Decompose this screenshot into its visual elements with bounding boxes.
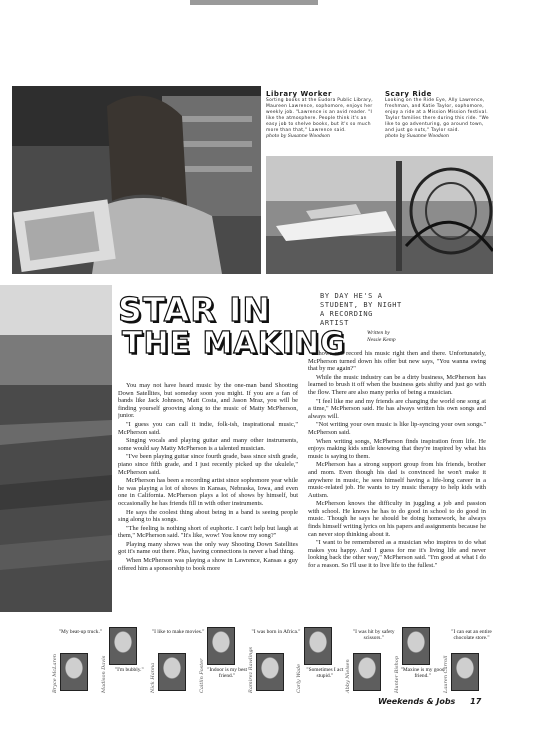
student-quote: "My beat-up truck." <box>58 629 103 635</box>
student-quote: "Maxine is my good friend." <box>400 667 445 680</box>
article-paragraph: While the music industry can be a dirty business, McPherson has learned to brush it off when the business gets shifty and just go with the flow. There are also many perks of being a musician. <box>308 373 486 396</box>
article-paragraph: When writing songs, McPherson finds inspiration from life. He enjoys making kids smile knowing that they're inspired by what his music is saying to them. <box>308 437 486 460</box>
student-portrait <box>402 627 430 665</box>
ride-photo <box>266 156 493 274</box>
article-column-2 <box>308 350 486 608</box>
article-paragraph: Singing vocals and playing guitar and many other instruments, some would say Matty McPherson is a talented musician. <box>118 437 298 452</box>
article-paragraph: He says the coolest thing about being in a band is seeing people sing along to his songs. <box>118 508 298 524</box>
student-portrait <box>158 653 186 691</box>
student-quote: "I was hit by safety scissors." <box>352 629 395 642</box>
article-deck-text: BY DAY HE'S A STUDENT, BY NIGHT A RECORDING ARTIST <box>320 292 402 327</box>
headline-line2: THE MAKING <box>122 326 346 361</box>
student-portrait <box>60 653 88 691</box>
quote-signature: Abby Nielsen <box>345 659 352 693</box>
ride-caption <box>385 90 493 139</box>
article-paragraph: "I want to be remembered as a musician who inspires to do what makes you happy. And I guess for me it's living life and never looking back the other way," McPherson said. "I'm good at what I do for a reason. So I'll use it to live life to the fullest." <box>308 539 486 570</box>
page-footer <box>378 697 481 706</box>
library-caption-title: Library Worker <box>266 90 332 98</box>
library-photo <box>12 86 261 274</box>
article-paragraph: shows and record his music right then and there. Unfortunately, McPherson turned down his offer but new says, "You wanna swing that by me again?" <box>308 350 486 373</box>
quote-signature: Nick Hanna <box>149 662 156 693</box>
library-caption-credit: photo by Susanne Woodson <box>266 134 330 139</box>
article-paragraph: "Not writing your own music is like lip-syncing your own songs." McPherson said. <box>308 421 486 436</box>
quote-signature: Lauren Carroll <box>443 655 450 693</box>
quote-signature: Caitlin Foster <box>198 658 205 693</box>
byline-label: Written by <box>367 330 390 336</box>
student-portrait <box>451 653 479 691</box>
ride-caption-body: Looking on the Ride Eye, Ally Lawrence, freshman, and Katie Taylor, sophomore, enjoy a ride at a Mission Mission festival. Taylor families there during this ride. "We like to go adventuring, go around town, and just go nuts," Taylor said. <box>385 98 489 133</box>
quote-strip <box>52 627 492 695</box>
quote-signature: Ramirez Rawlings <box>247 646 254 693</box>
ride-caption-credit: photo by Susanne Woodson <box>385 134 449 139</box>
footer-section: Weekends & Jobs <box>378 697 456 706</box>
article-paragraph: McPherson has been a recording artist since sophomore year while he was playing a lot of shows in Kansas, Nebraska, Iowa, and even one in California. McPherson plays a lot of shows by himself, but occasionally he has friends fill in with other instruments. <box>118 477 298 507</box>
footer-page-number: 17 <box>470 697 482 706</box>
student-quote: "I can eat an entire chocolate store." <box>451 629 492 642</box>
student-quote: "I'm bubbly." <box>114 667 144 673</box>
article-paragraph: You may not have heard music by the one-man band Shooting Down Satellites, but someday soon you might. If you are a fan of bands like Jack Johnson, Matt Costa, and Jason Mraz, you will be finding yourself grooving along to the music of Matty McPherson, junior. <box>118 382 298 420</box>
article-paragraph: McPherson has a strong support group from his friends, brother and mom. Even though his dad is convinced he won't make it anywhere in music, he sees himself having a life-long career in a music-related job. He wants to try music therapy to help kids with Autism. <box>308 461 486 499</box>
byline <box>367 330 396 343</box>
article-paragraph: Playing many shows was the only way Shooting Down Satellites got it's name out there. Plus, having connections is never a bad thing. <box>118 540 298 556</box>
library-photo-art <box>12 86 261 274</box>
field-photo-art <box>0 285 112 612</box>
article-paragraph: McPherson knows the difficulty in juggling a job and passion with school. He knows he has to do good in school to do good in music. Though he says he should be doing homework, he always finds himself writing lyrics on his papers and assignments because he can never stop thinking about it. <box>308 500 486 538</box>
student-portrait <box>109 627 137 665</box>
student-quote: "Sometimes I act stupid." <box>306 667 344 680</box>
student-portrait <box>256 653 284 691</box>
article-paragraph: "The feeling is nothing short of euphoric. I can't help but laugh at them," McPherson said. "It's like, wow! You know my song?" <box>118 524 298 540</box>
student-quote: "I was born in Africa." <box>251 629 301 635</box>
quote-signature: Carly Wade <box>296 663 303 693</box>
article-paragraph: "I feel like me and my friends are changing the world one song at a time," McPherson said. He has always written his own songs and always will. <box>308 397 486 420</box>
quote-signature: Bryce McLaren <box>52 653 58 693</box>
field-photo <box>0 285 112 612</box>
student-portrait <box>353 653 381 691</box>
article-column-1 <box>118 382 298 606</box>
top-bar <box>190 0 318 5</box>
student-portrait <box>207 627 235 665</box>
student-portrait <box>304 627 332 665</box>
quote-signature: Hunter Bishop <box>394 655 401 693</box>
ride-caption-title: Scary Ride <box>385 90 432 98</box>
article-paragraph: "I guess you can call it indie, folk-ish, inspirational music," McPherson said. <box>118 420 298 436</box>
quote-signature: Madison Davis <box>100 655 107 693</box>
student-quote: "I like to make movies." <box>151 629 205 635</box>
library-caption <box>266 90 378 139</box>
article-paragraph: "I've been playing guitar since fourth grade, bass since sixth grade, piano since fifth grade, and I just recently picked up the ukulele," McPherson said. <box>118 453 298 476</box>
article-deck <box>320 292 402 328</box>
student-quote: "Indoor is my best friend." <box>207 667 247 680</box>
article-paragraph: When McPherson was playing a show in Lawrence, Kansas a guy offered him a sponsorship to book more <box>118 557 298 572</box>
library-caption-body: Sorting books at the Eudora Public Library, Maureen Lawrence, sophomore, enjoys her weekly job. "Lawrence is an avid reader. "I like the atmosphere. People think it's an easy job to shelve books, but it's so much more than that," Lawrence said. <box>266 98 373 133</box>
ride-photo-art <box>266 156 493 274</box>
headline-line1: STAR IN <box>118 290 272 329</box>
byline-author: Nessie Kemp <box>367 336 396 343</box>
